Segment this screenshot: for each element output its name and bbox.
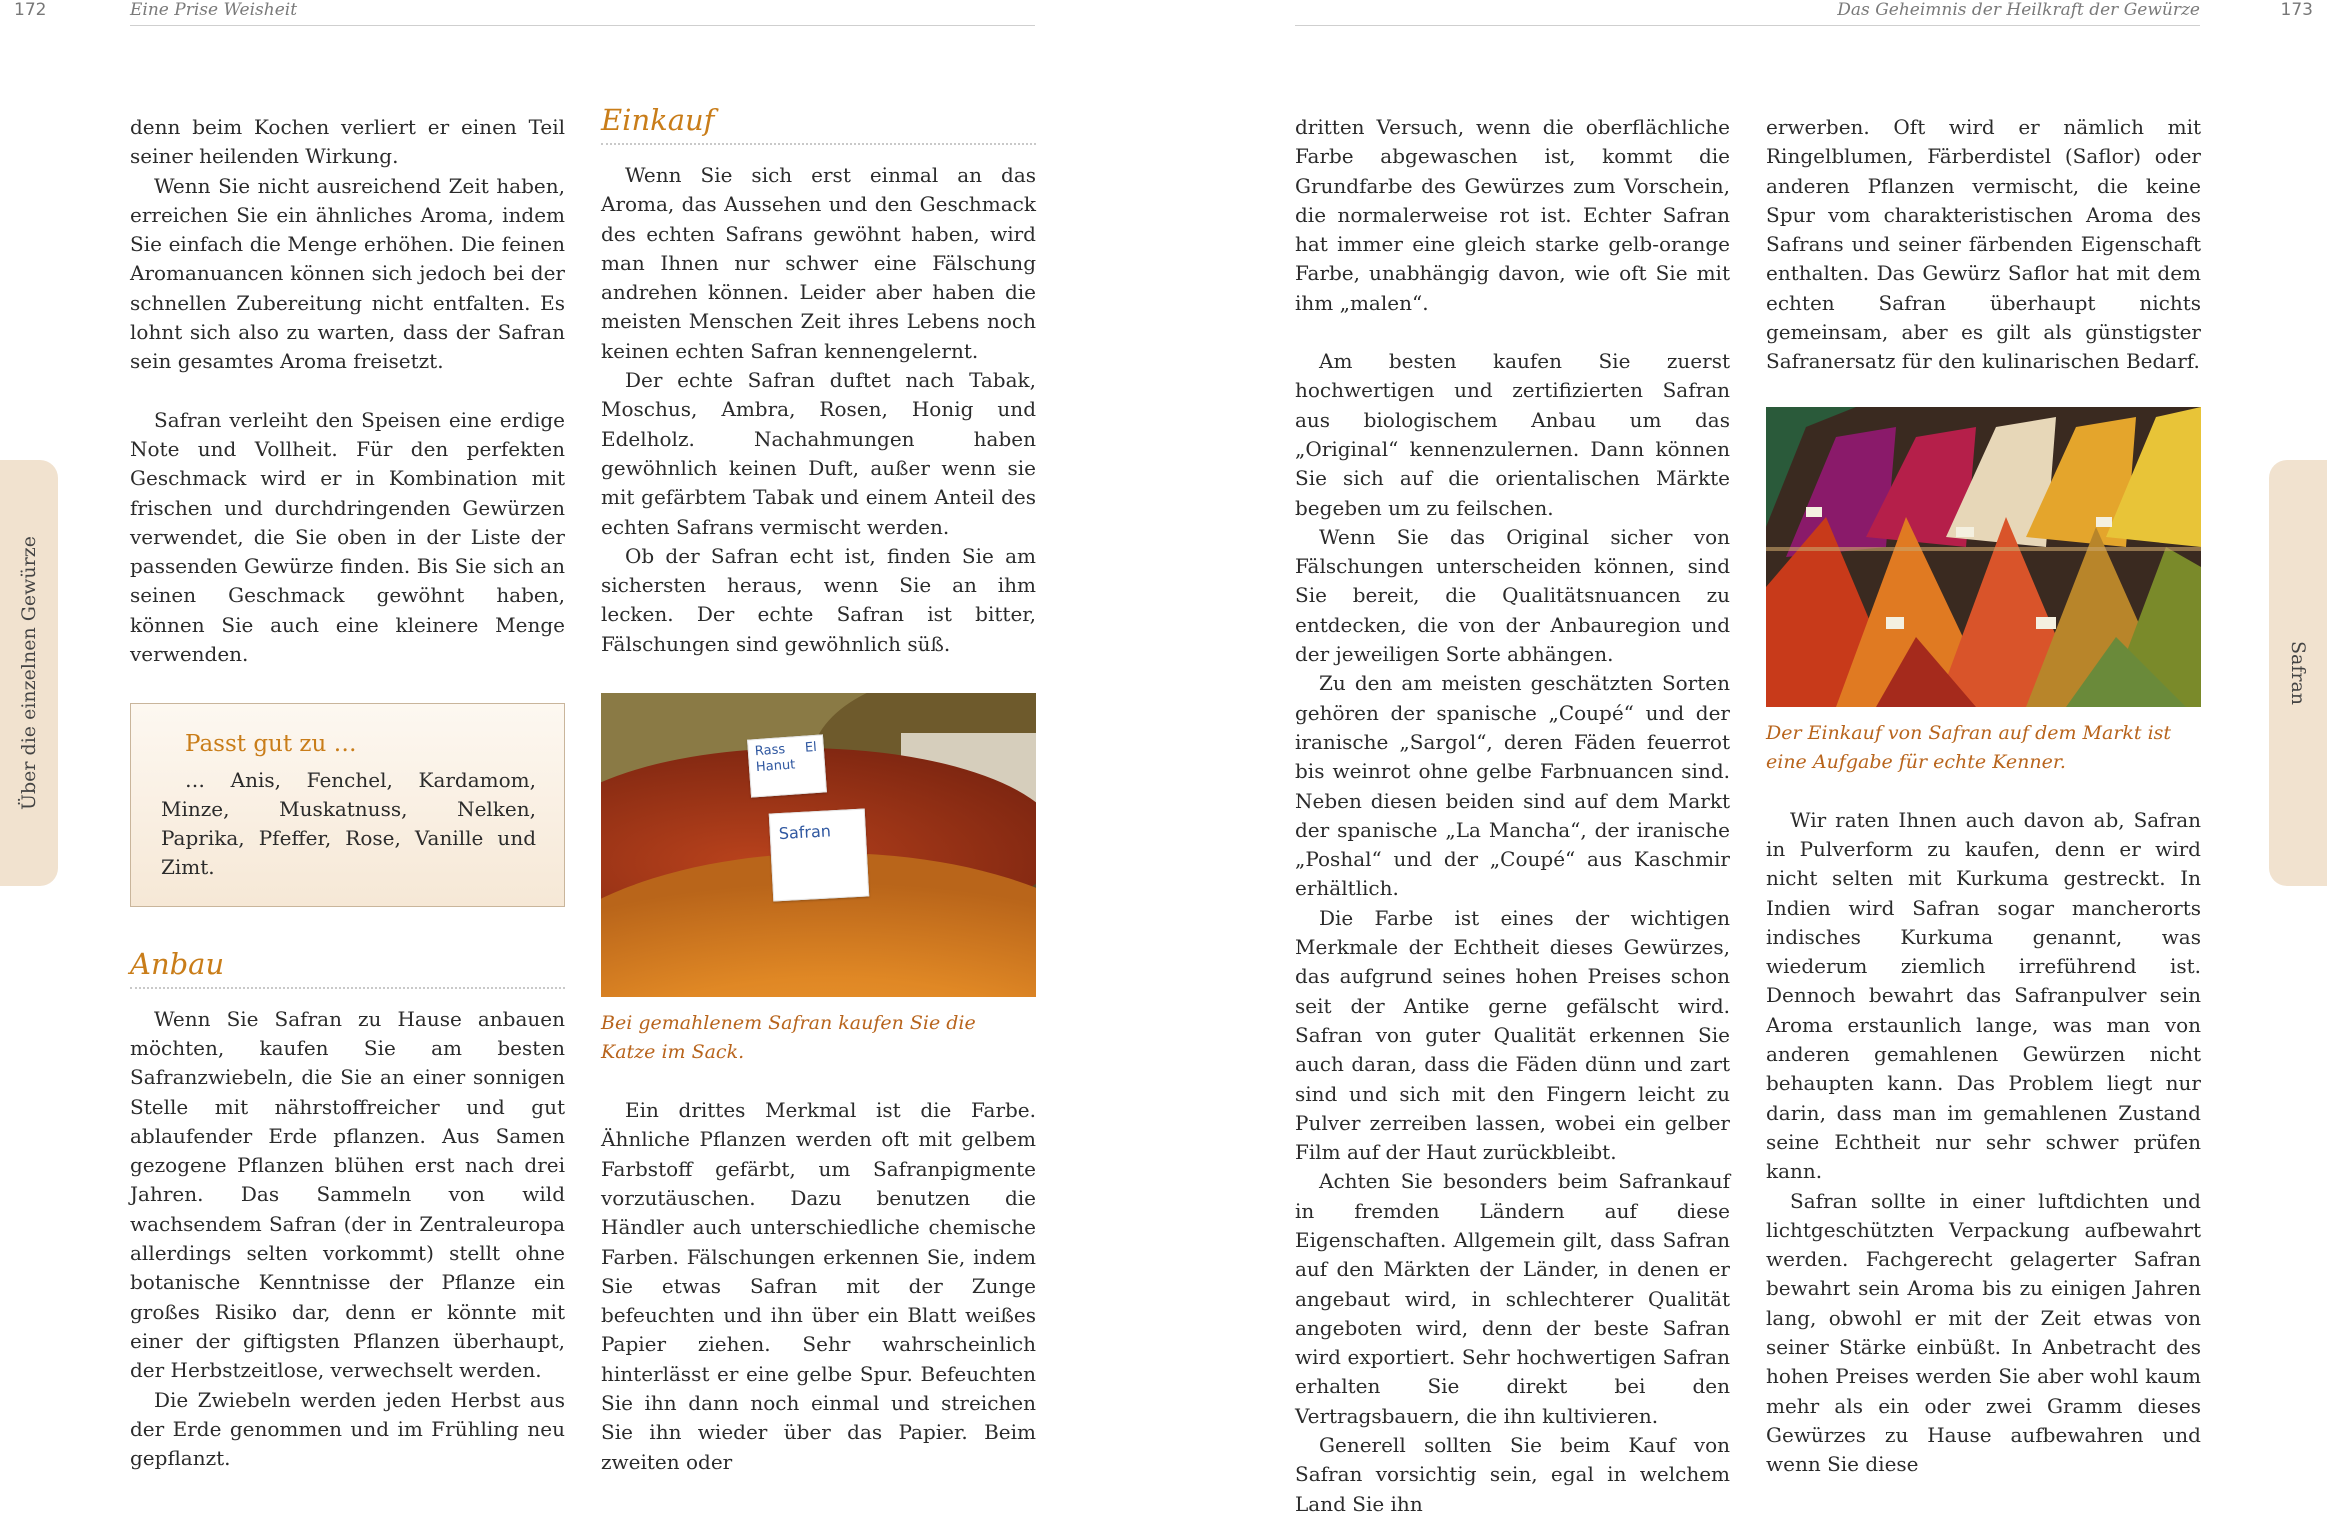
page-number-right: 173 <box>2280 0 2313 20</box>
chapter-tab-right <box>2269 460 2327 886</box>
section-heading-anbau: Anbau <box>130 947 565 989</box>
paragraph: Safran verleiht den Speisen eine erdige Note und Vollheit. Für den perfekten Geschmack wird er in Kombination mit frischen und durchdringenden Gewürzen verwendet, die Sie oben in der Liste der passenden Gewürze finden. Bis Sie sich an seinen Geschmack gewöhnt haben, können Sie auch eine kleinere Menge verwenden. <box>130 407 565 667</box>
paragraph: Die Zwiebeln werden jeden Herbst aus der Erde genommen und im Frühling neu gepflanzt. <box>130 1387 565 1471</box>
paragraph: denn beim Kochen verliert er einen Teil seiner heilenden Wirkung. <box>130 115 565 169</box>
photo-caption-right: Der Einkauf von Safran auf dem Markt ist eine Aufgabe für echte Kenner. <box>1766 721 2172 773</box>
column-4 <box>1766 113 2201 1480</box>
paragraph: Ein drittes Merkmal ist die Farbe. Ähnliche Pflanzen werden oft mit gelbem Farbstoff gefärbt, um Safranpigmente vorzutäuschen. Dazu benutzen die Händler auch unterschiedliche chemische Farben. Fälschungen erkennen Sie, indem Sie etwas Safran mit der Zunge befeuchten und ihn über ein Blatt weißes Papier ziehen. Sehr wahrscheinlich hinterlässt er eine gelbe Spur. Befeuchten Sie ihn dann noch einmal und streichen Sie ihn wieder über das Papier. Beim zweiten oder <box>601 1098 1036 1474</box>
running-head-right: Das Geheimnis der Heilkraft der Gewürze <box>1837 0 2200 20</box>
paragraph: Der echte Safran duftet nach Tabak, Moschus, Ambra, Rosen, Honig und Edelholz. Nachahmungen haben gewöhnlich keinen Duft, außer wenn sie mit gefärbtem Tabak und einem Anteil des echten Safrans vermischt werden. <box>601 368 1036 539</box>
header-rule-right <box>1295 25 2200 26</box>
header-rule-left <box>130 25 1035 26</box>
page-number-left: 172 <box>14 0 47 20</box>
paragraph: Zu den am meisten geschätzten Sorten gehören der spanische „Coupé“ und der iranische „Sargol“, deren Fäden feuerrot bis weinrot ohne gelbe Farbnuancen sind. Neben diesen beiden sind auf dem Markt der spanische „La Mancha“, der iranische „Poshal“ und der „Coupé“ aus Kaschmir erhältlich. <box>1295 671 1730 901</box>
left-page <box>0 0 1163 1474</box>
price-tag-safran: Safran <box>769 809 869 902</box>
paragraph: Die Farbe ist eines der wichtigen Merkmale der Echtheit dieses Gewürzes, das aufgrund seines hohen Preises schon seit der Antike gerne gefälscht wird. Safran von guter Qualität erkennen Sie auch daran, dass die Fäden dünn und zart sind und sich mit den Fingern leicht zu Pulver zerreiben lassen, wobei ein gelber Film auf der Haut zurückbleibt. <box>1295 905 1730 1165</box>
paragraph: Generell sollten Sie beim Kauf von Safran vorsichtig sein, egal in welchem Land Sie ihn <box>1295 1433 1730 1516</box>
section-heading-einkauf: Einkauf <box>601 103 1036 145</box>
chapter-tab-label: Safran <box>2287 640 2309 706</box>
saffron-powder-photo <box>601 693 1036 997</box>
chapter-tab-label: Über die einzelnen Gewürze <box>18 536 40 810</box>
pairing-box-title: Passt gut zu … <box>185 731 357 758</box>
pairing-box <box>130 703 565 906</box>
column-2 <box>601 103 1036 1477</box>
paragraph: Wenn Sie nicht ausreichend Zeit haben, erreichen Sie ein ähnliches Aroma, indem Sie einfach die Menge erhöhen. Die feinen Aromanuancen können sich jedoch bei der schnellen Zubereitung nicht entfalten. Es lohnt sich also zu warten, dass der Safran sein gesamtes Aroma freisetzt. <box>130 173 565 374</box>
column-3 <box>1295 113 1730 1519</box>
paragraph: Ob der Safran echt ist, finden Sie am sichersten heraus, wenn Sie an ihm lecken. Der echte Safran ist bitter, Fälschungen sind gewöhnlich süß. <box>601 543 1036 656</box>
paragraph: Am besten kaufen Sie zuerst hochwertigen und zertifizierten Safran aus biologischem Anbau um das „Original“ kennenzulernen. Dann können Sie sich auf die orientalischen Märkte begeben um zu feilschen. <box>1295 349 1730 520</box>
paragraph: Wenn Sie sich erst einmal an das Aroma, das Aussehen und den Geschmack des echten Safrans gewöhnt haben, wird man Ihnen nur schwer eine Fälschung andrehen können. Leider aber haben die meisten Menschen Zeit ihres Lebens noch keinen echten Safran kennengelernt. <box>601 163 1036 363</box>
pairing-box-text: … Anis, Fenchel, Kardamom, Minze, Muskatnuss, Nelken, Paprika, Pfeffer, Rose, Vanille und Zimt. <box>161 767 536 879</box>
price-tag-rass: Rass El Hanut <box>747 734 827 797</box>
paragraph: Wenn Sie das Original sicher von Fälschungen unterscheiden können, sind Sie bereit, die Qualitätsnuancen zu entdecken, die von der Anbauregion und der jeweiligen Sorte abhängen. <box>1295 524 1730 667</box>
photo-caption-left: Bei gemahlenem Safran kaufen Sie die Katze im Sack. <box>601 1012 976 1064</box>
paragraph: Wenn Sie Safran zu Hause anbauen möchten, kaufen Sie am besten Safranzwiebeln, die Sie an einer sonnigen Stelle mit nährstoffreicher und gut ablaufender Erde pflanzen. Aus Samen gezogene Pflanzen blühen erst nach drei Jahren. Das Sammeln von wild wachsendem Safran (der in Zentraleuropa allerdings selten vorkommt) stellt ohne botanische Kenntnisse der Pflanze ein großes Risiko dar, denn er könnte mit einer der giftigsten Pflanzen überhaupt, der Herbstzeitlose, verwechselt werden. <box>130 1006 565 1383</box>
column-1 <box>130 113 565 1473</box>
running-head-left: Eine Prise Weisheit <box>130 0 298 20</box>
paragraph: Safran sollte in einer luftdichten und lichtgeschützten Verpackung aufbewahrt werden. Fachgerecht gelagerter Safran bewahrt sein Aroma bis zu einigen Jahren lang, obwohl er mit der Zeit etwas von seiner Stärke einbüßt. In Anbetracht des hohen Preises werden Sie aber wohl kaum mehr als ein oder zwei Gramm dieses Gewürzes zu Hause aufbewahren und wenn Sie diese <box>1766 1188 2201 1477</box>
spice-market-photo <box>1766 407 2201 707</box>
spice-market-illustration <box>1766 407 2201 707</box>
paragraph: dritten Versuch, wenn die oberflächliche Farbe abgewaschen ist, kommt die Grundfarbe des Gewürzes zum Vorschein, die normalerweise rot ist. Echter Safran hat immer eine gleich starke gelb-orange Farbe, unabhängig davon, wie oft Sie mit ihm „malen“. <box>1295 115 1730 315</box>
paragraph: erwerben. Oft wird er nämlich mit Ringelblumen, Färberdistel (Saflor) oder anderen Pflanzen vermischt, die keine Spur vom charakteristischen Aroma des Safrans und seiner färbenden Eigenschaft enthalten. Das Gewürz Saflor hat mit dem echten Safran überhaupt nichts gemeinsam, aber es gilt als günstigster Safranersatz für den kulinarischen Bedarf. <box>1766 115 2201 374</box>
chapter-tab-left <box>0 460 58 886</box>
paragraph: Wir raten Ihnen auch davon ab, Safran in Pulverform zu kaufen, denn er wird nicht selten mit Kurkuma gestreckt. In Indien wird Safran sogar mancherorts indisches Kurkuma genannt, was wiederum ziemlich irreführend ist. Dennoch bewahrt das Safranpulver sein Aroma erstaunlich lange, was man von anderen gemahlenen Gewürzen nicht behaupten kann. Das Problem liegt nur darin, dass man im gemahlenen Zustand seine Echtheit nur sehr schwer prüfen kann. <box>1766 807 2201 1184</box>
right-page <box>1164 0 2327 1516</box>
paragraph: Achten Sie besonders beim Safrankauf in fremden Ländern auf diese Eigenschaften. Allgemein gilt, dass Safran auf den Märkten der Länder, in denen er angebaut wird, in schlechterer Qualität angeboten wird, denn der beste Safran wird exportiert. Sehr hochwertigen Safran erhalten Sie direkt bei den Vertragsbauern, die ihn kultivieren. <box>1295 1169 1730 1428</box>
